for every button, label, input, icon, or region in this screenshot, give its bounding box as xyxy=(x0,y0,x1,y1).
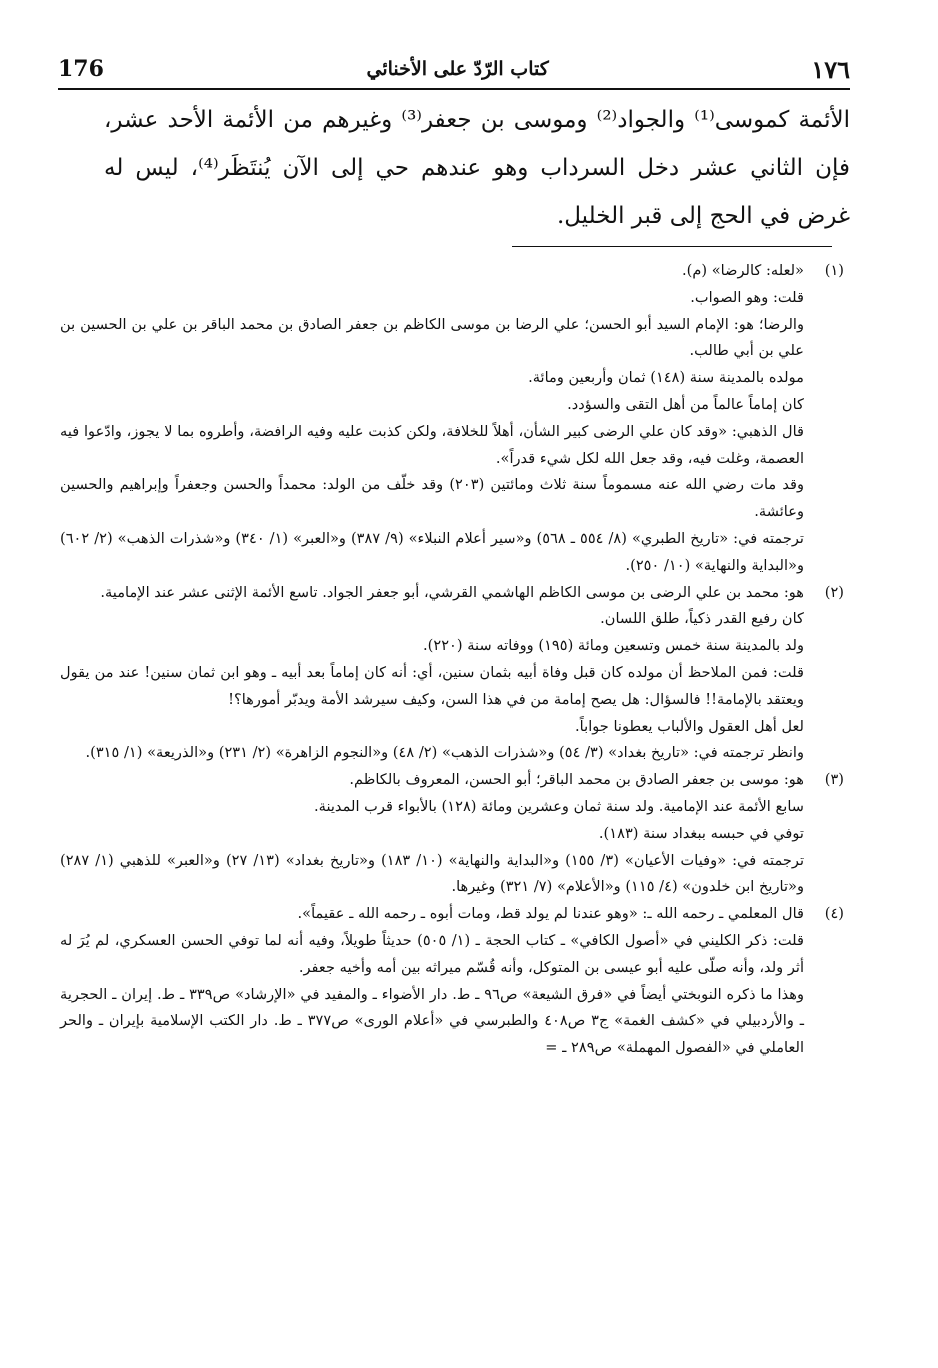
footnote-line: كان إماماً عالماً من أهل التقى والسؤدد. xyxy=(567,395,804,413)
footnote-line: قلت: ذكر الكليني في «أصول الكافي» ـ كتاب الحجة ـ (١/ ٥٠٥) حديثاً طويلاً، وفيه أنه لما توفي الحسن العسكري، لم يُرَ له أثر ولد، وأنه صلّى عليه أبو عيسى بن المتوكل، وأنه قُسّم ميراثه بين أمه وأخيه جعفر. xyxy=(60,931,804,976)
footnote-line: قال الذهبي: «وقد كان علي الرضى كبير الشأن، أهلاً للخلافة، ولكن كذبت عليه وفيه الرافضة، وأطروه بما لا يجوز، وادّعوا فيه العصمة، وغلت فيه، وقد جعل الله لكل شيء قدراً». xyxy=(60,422,804,467)
footnote-line: هو: محمد بن علي الرضى بن موسى الكاظم الهاشمي القرشي، أبو جعفر الجواد. تاسع الأئمة الإثنى عشر عند الإمامية. xyxy=(100,583,804,601)
running-title: كتاب الرّدّ على الأخنائي xyxy=(366,58,549,80)
footnote-line: والرضا؛ هو: الإمام السيد أبو الحسن؛ علي الرضا بن موسى الكاظم بن جعفر الصادق بن محمد الباقر بن علي بن الحسين بن علي بن أبي طالب. xyxy=(60,315,804,360)
footnote-line: كان رفيع القدر ذكياً، طلق اللسان. xyxy=(600,610,804,628)
footnote-number: (١) xyxy=(824,262,844,279)
footnote-line: توفي في حبسه ببغداد سنة (١٨٣). xyxy=(598,824,804,842)
page-number-latin: 176 xyxy=(58,56,104,82)
footnote xyxy=(60,258,844,580)
footnote-line: قلت: فمن الملاحظ أن مولده كان قبل وفاة أبيه بثمان سنين، أي: أنه كان إماماً بعد أبيه ـ وهو ابن ثمان سنين! عند من يقول ويعتقد بالإمامة!! فالسؤال: هل يصح إمامة من في هذا السن، وكيف سيرشد الأمة ويدبّر أمورها؟! xyxy=(60,663,804,708)
footnote-line: «لعله: كالرضا» (م). xyxy=(682,262,804,279)
main-text xyxy=(104,96,850,240)
footnote-line: سابع الأئمة عند الإمامية. ولد سنة ثمان وعشرين ومائة (١٢٨) بالأبواء قرب المدينة. xyxy=(314,797,804,815)
footnote-separator xyxy=(512,246,832,247)
footnotes xyxy=(60,258,844,1062)
footnote-line: هو: موسى بن جعفر الصادق بن محمد الباقر؛ أبو الحسن، المعروف بالكاظم. xyxy=(349,771,804,789)
footnote-line: وانظر ترجمته في: «تاريخ بغداد» (٣/ ٥٤) و«شذرات الذهب» (٢/ ٤٨) و«النجوم الزاهرة» (٢/ ٢٣١) و«الذريعة» (١/ ٣١٥). xyxy=(85,744,804,762)
page-header xyxy=(58,44,850,90)
footnote-line: وهذا ما ذكره النوبختي أيضاً في «فرق الشيعة» ص٩٦ ـ ط. دار الأضواء ـ والمفيد في «الإرشاد» ص٣٣٩ ـ ط. إيران ـ الحجرية ـ والأردبيلي في «كشف الغمة» ج٣ ص٤٠٨ والطبرسي في «أعلام الورى» ص٣٧٧ ـ ط. دار الكتب الإسلامية بإيران ـ والحر العاملي في «الفصول المهملة» ص٢٨٩ ـ = xyxy=(60,985,804,1057)
footnote-line: مولده بالمدينة سنة (١٤٨) ثمان وأربعين ومائة. xyxy=(528,369,804,387)
page-number-arabic: ١٧٦ xyxy=(811,55,850,84)
footnote-line: ترجمته في: «تاريخ الطبري» (٨/ ٥٥٤ ـ ٥٦٨) و«سير أعلام النبلاء» (٩/ ٣٨٧) و«العبر» (١/ ٣٤٠) و«شذرات الذهب» (٢/ ٦٠٢) و«البداية والنهاية» (١٠/ ٢٥٠). xyxy=(60,529,804,574)
footnote xyxy=(60,580,844,768)
footnote-line: ولد بالمدينة سنة خمس وتسعين ومائة (١٩٥) ووفاته سنة (٢٢٠). xyxy=(423,637,804,655)
footnote-line: قلت: وهو الصواب. xyxy=(690,288,804,306)
footnote-line: قال المعلمي ـ رحمه الله ـ: «وهو عندنا لم يولد قط، ومات أبوه ـ رحمه الله ـ عقيماً». xyxy=(297,905,804,923)
footnote-number: (٢) xyxy=(824,583,844,601)
footnote-number: (٤) xyxy=(824,905,844,923)
footnote-number: (٣) xyxy=(824,771,844,789)
footnote xyxy=(60,901,844,1062)
footnote xyxy=(60,767,844,901)
footnote-line: لعل أهل العقول والألباب يعطونا جواباً. xyxy=(575,717,804,735)
footnote-line: وقد مات رضي الله عنه مسموماً سنة ثلاث ومائتين (٢٠٣) وقد خلّف من الولد: محمداً والحسن وجعفراً وإبراهيم والحسين وعائشة. xyxy=(60,476,805,521)
main-paragraph: الأئمة كموسى⁽¹⁾ والجواد⁽²⁾ وموسى بن جعفر⁽³⁾ وغيرهم من الأئمة الأحد عشر، فإن الثاني عشر دخل السرداب وهو عندهم حي إلى الآن يُنتَظَر⁽⁴⁾، ليس له غرض في الحج إلى قبر الخليل. xyxy=(104,107,850,229)
footnote-line: ترجمته في: «وفيات الأعيان» (٣/ ١٥٥) و«البداية والنهاية» (١٠/ ١٨٣) و«تاريخ بغداد» (١٣/ ٢٧) و«العبر» للذهبي (١/ ٢٨٧) و«تاريخ ابن خلدون» (٤/ ١١٥) و«الأعلام» (٧/ ٣٢١) وغيرها. xyxy=(60,851,805,896)
